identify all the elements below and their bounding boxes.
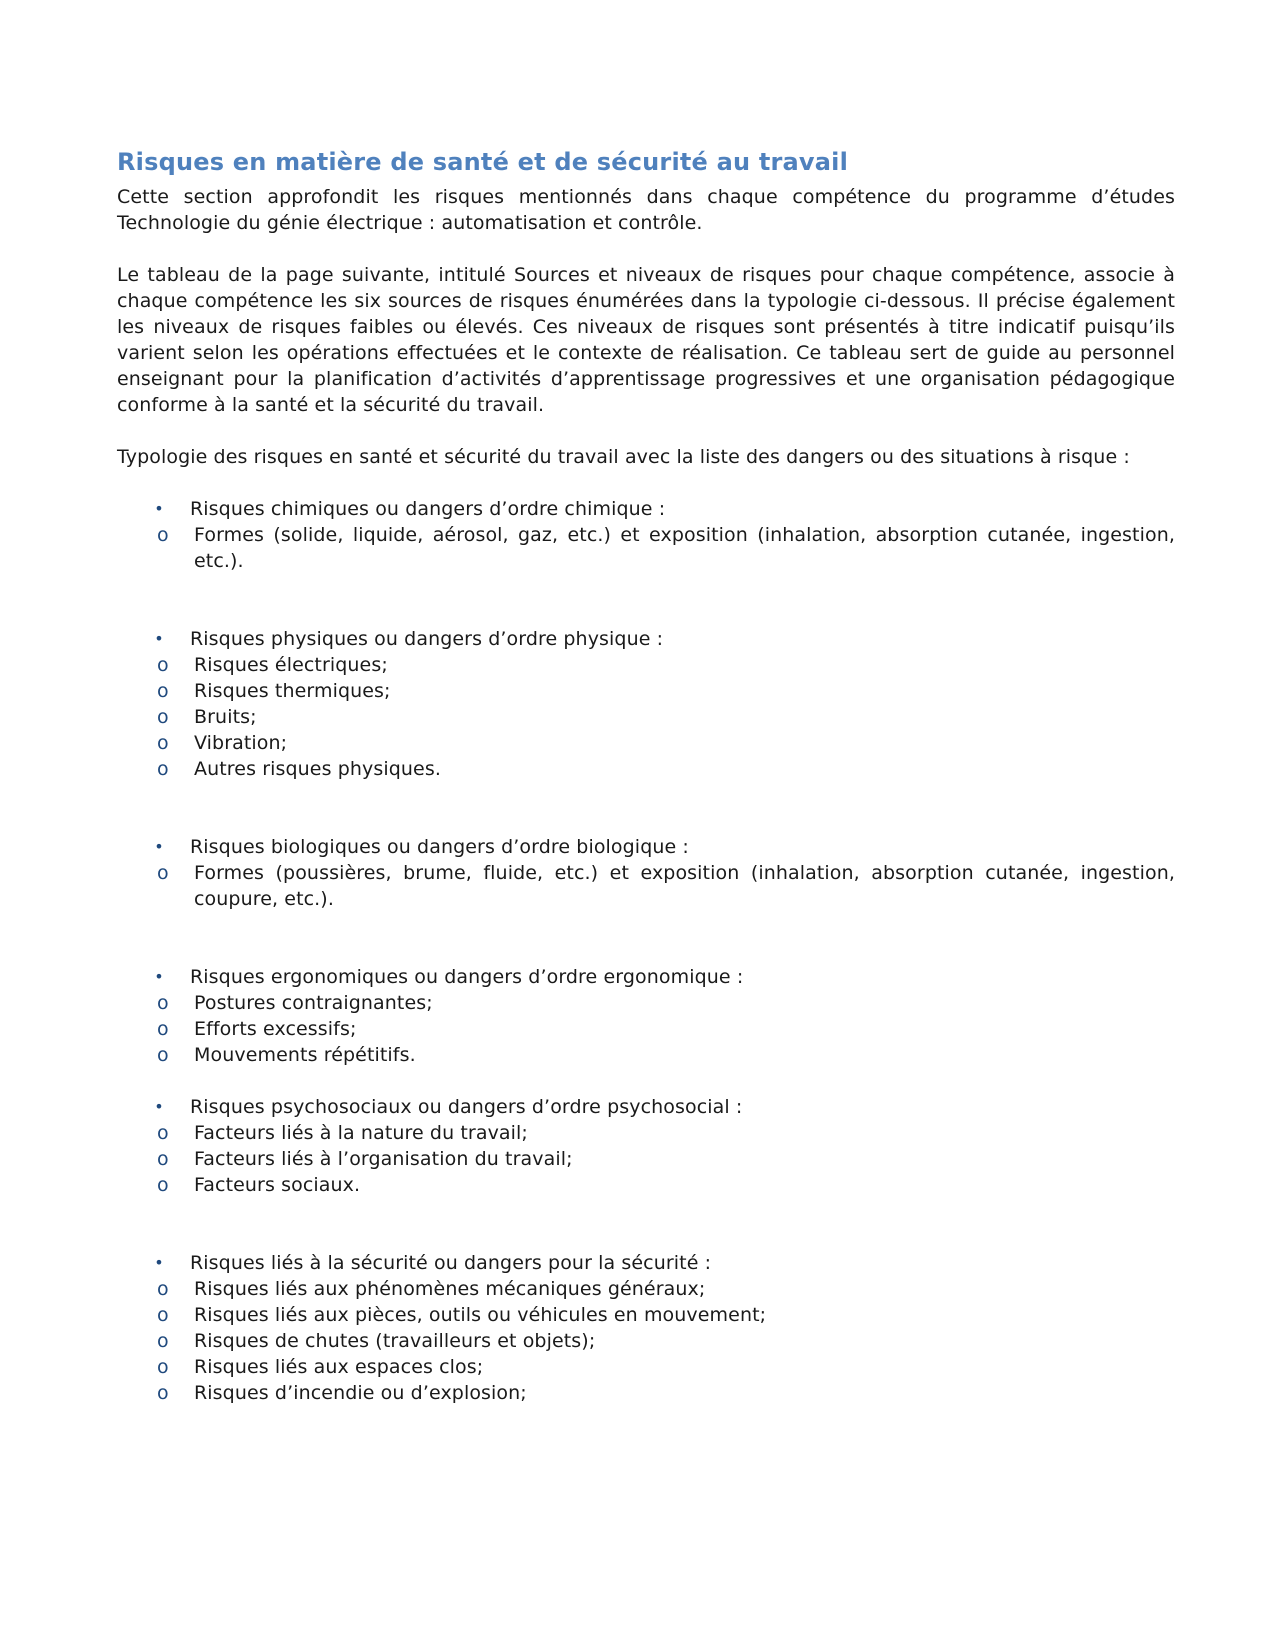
risk-category-safety (117, 1250, 1175, 1406)
subitem-text: Risques liés aux pièces, outils ou véhicules en mouvement; (194, 1304, 767, 1326)
category-label: Risques physiques ou dangers d’ordre physique : (190, 628, 664, 650)
bullet-icon: • (154, 1097, 164, 1116)
sub-bullet-icon: o (157, 862, 169, 884)
category-label: Risques chimiques ou dangers d’ordre chimique : (190, 498, 666, 520)
sub-bullet-icon: o (157, 992, 169, 1014)
subitem-text: Mouvements répétitifs. (194, 1044, 416, 1066)
risk-subitem (154, 990, 1175, 1016)
typology-intro: Typologie des risques en santé et sécurité du travail avec la liste des dangers ou des situations à risque : (117, 446, 1130, 468)
sub-bullet-icon: o (157, 1330, 169, 1352)
risk-subitem (154, 522, 1175, 574)
bullet-icon: • (154, 837, 164, 856)
risk-subitem (154, 1302, 1175, 1328)
subitem-text: Efforts excessifs; (194, 1018, 357, 1040)
sub-bullet-icon: o (157, 758, 169, 780)
document-page (117, 146, 1175, 1458)
subitem-text: Risques d’incendie ou d’explosion; (194, 1382, 527, 1404)
sub-bullet-icon: o (157, 1304, 169, 1326)
subitem-text: Risques liés aux espaces clos; (194, 1356, 484, 1378)
sub-bullet-icon: o (157, 1278, 169, 1300)
risk-sublist (154, 990, 1175, 1068)
category-label: Risques liés à la sécurité ou dangers pour la sécurité : (190, 1252, 712, 1274)
sub-bullet-icon: o (157, 706, 169, 728)
risk-subitem (154, 678, 1175, 704)
subitem-text: Facteurs liés à la nature du travail; (194, 1122, 528, 1144)
subitem-text: Vibration; (194, 732, 288, 754)
risk-category-list (117, 496, 1175, 1406)
category-label: Risques psychosociaux ou dangers d’ordre psychosocial : (190, 1096, 743, 1118)
subitem-text: Risques liés aux phénomènes mécaniques généraux; (194, 1278, 706, 1300)
category-label: Risques ergonomiques ou dangers d’ordre ergonomique : (190, 966, 744, 988)
subitem-text: Facteurs sociaux. (194, 1174, 361, 1196)
risk-subitem (154, 1276, 1175, 1302)
sub-bullet-icon: o (157, 1018, 169, 1040)
risk-subitem (154, 652, 1175, 678)
risk-sublist (154, 860, 1175, 912)
sub-bullet-icon: o (157, 1122, 169, 1144)
sub-bullet-icon: o (157, 1148, 169, 1170)
risk-subitem (154, 756, 1175, 782)
risk-subitem (154, 1354, 1175, 1380)
risk-category-physical (117, 626, 1175, 782)
subitem-text: Risques de chutes (travailleurs et objets); (194, 1330, 596, 1352)
risk-category-chemical (117, 496, 1175, 574)
risk-subitem (154, 730, 1175, 756)
bullet-icon: • (154, 967, 164, 986)
risk-sublist (154, 1276, 1175, 1406)
subitem-text: Facteurs liés à l’organisation du travail; (194, 1148, 573, 1170)
risk-sublist (154, 522, 1175, 574)
risk-subitem (154, 1172, 1175, 1198)
risk-sublist (154, 1120, 1175, 1198)
risk-subitem (154, 1042, 1175, 1068)
risk-category-biological (117, 834, 1175, 912)
sub-bullet-icon: o (157, 1174, 169, 1196)
sub-bullet-icon: o (157, 1382, 169, 1404)
subitem-text: Formes (poussières, brume, fluide, etc.) et exposition (inhalation, absorption cutanée, ingestion, coupure, etc.). (194, 862, 1175, 910)
risk-category-ergonomic (117, 964, 1175, 1068)
sub-bullet-icon: o (157, 1356, 169, 1378)
subitem-text: Bruits; (194, 706, 257, 728)
subitem-text: Postures contraignantes; (194, 992, 433, 1014)
sub-bullet-icon: o (157, 680, 169, 702)
subitem-text: Risques thermiques; (194, 680, 391, 702)
subitem-text: Autres risques physiques. (194, 758, 441, 780)
risk-sublist (154, 652, 1175, 782)
risk-subitem (154, 1120, 1175, 1146)
subitem-text: Formes (solide, liquide, aérosol, gaz, etc.) et exposition (inhalation, absorption cutanée, ingestion, etc.). (194, 524, 1175, 572)
risk-subitem (154, 1380, 1175, 1406)
bullet-icon: • (154, 499, 164, 518)
risk-subitem (154, 1328, 1175, 1354)
risk-subitem (154, 860, 1175, 912)
risk-subitem (154, 704, 1175, 730)
category-label: Risques biologiques ou dangers d’ordre biologique : (190, 836, 689, 858)
sub-bullet-icon: o (157, 654, 169, 676)
sub-bullet-icon: o (157, 524, 169, 546)
risk-subitem (154, 1016, 1175, 1042)
section-title: Risques en matière de santé et de sécurité au travail (117, 148, 849, 176)
sub-bullet-icon: o (157, 1044, 169, 1066)
risk-category-psychosocial (117, 1094, 1175, 1198)
risk-subitem (154, 1146, 1175, 1172)
table-description-paragraph: Le tableau de la page suivante, intitulé Sources et niveaux de risques pour chaque compétence, associe à chaque compétence les six sources de risques énumérées dans la typologie ci-dessous. Il précise également les niveaux de risques faibles ou élevés. Ces niveaux de risques sont présentés à titre indicatif puisqu’ils varient selon les opérations effectuées et le contexte de réalisation. Ce tableau sert de guide au personnel enseignant pour la planification d’activités d’apprentissage progressives et une organisation pédagogique conforme à la santé et la sécurité du travail. (117, 264, 1175, 416)
sub-bullet-icon: o (157, 732, 169, 754)
intro-paragraph: Cette section approfondit les risques mentionnés dans chaque compétence du programme d’études Technologie du génie électrique : automatisation et contrôle. (117, 186, 1175, 234)
bullet-icon: • (154, 629, 164, 648)
bullet-icon: • (154, 1253, 164, 1272)
subitem-text: Risques électriques; (194, 654, 388, 676)
